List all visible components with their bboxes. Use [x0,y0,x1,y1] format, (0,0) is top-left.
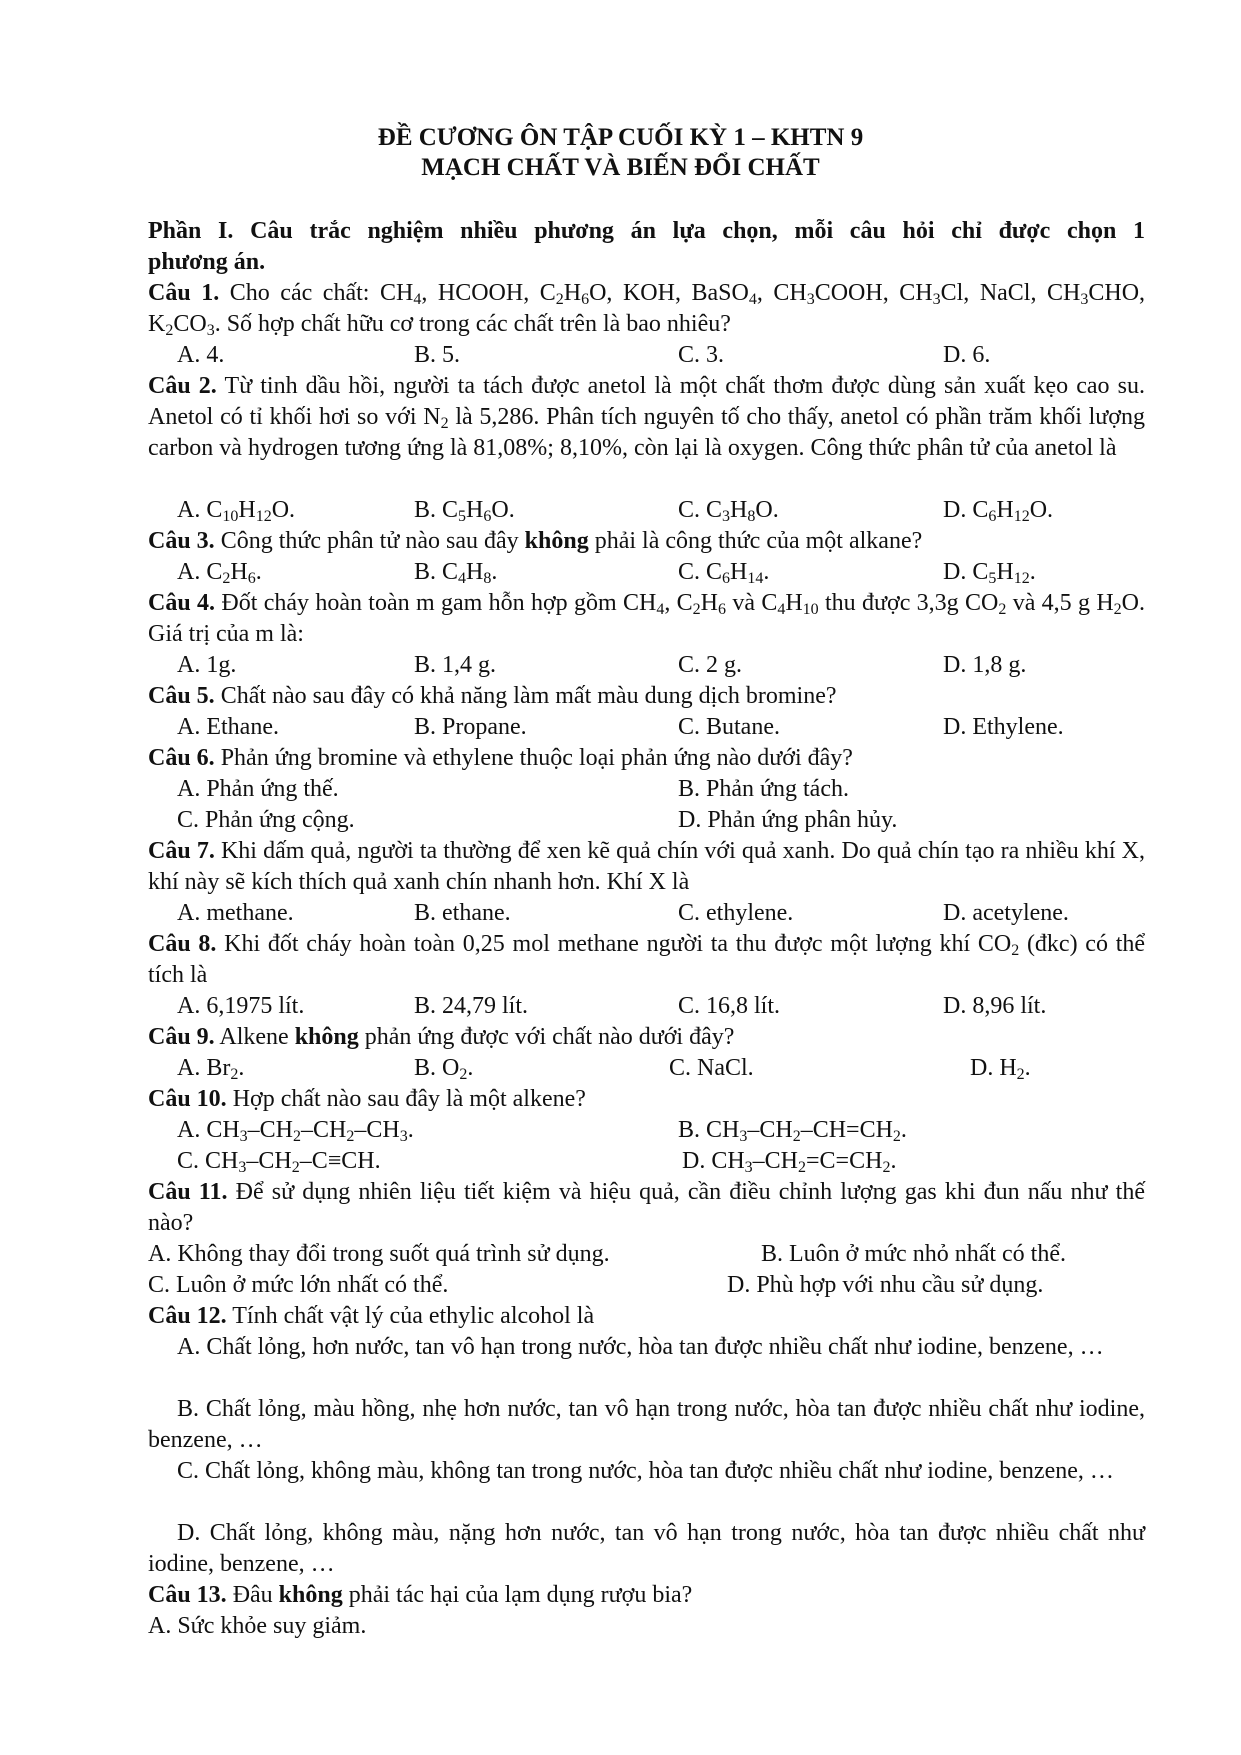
q1-option-a: A. 4. [177,342,225,368]
q2-option-c: C. $C_3H_8O$. [678,497,779,525]
q6-option-a: A. Phản ứng thế. [177,776,339,802]
q5-option-b: B. Propane. [414,714,527,740]
q4-option-c: C. 2 g. [678,652,743,678]
question-5 [148,681,1145,712]
question-label: Câu 4. [148,590,216,616]
question-12 [148,1301,1145,1332]
question-10 [148,1084,1145,1115]
question-label: Câu 13. [148,1582,227,1608]
q11-option-c: C. Luôn ở mức lớn nhất có thể. [148,1272,449,1298]
document-subtitle: MẠCH CHẤT VÀ BIẾN ĐỔI CHẤT [421,154,820,181]
q1-option-c: C. 3. [678,342,725,368]
q6-option-c: C. Phản ứng cộng. [177,807,355,833]
question-text: Phản ứng bromine và ethylene thuộc loại phản ứng nào dưới đây? [220,745,853,771]
question-7 [148,836,1145,898]
q4-option-b: B. 1,4 g. [414,652,497,678]
question-label: Câu 10. [148,1086,227,1112]
question-text: Alkene không phản ứng được với chất nào dưới đây? [219,1024,735,1050]
q2-option-a: A. $C_{10}H_{12}O$. [177,497,296,525]
question-text: Đốt cháy hoàn toàn m gam hỗn hợp gồm $CH_4$, $C_2H_6$ và $C_4H_{10}$ thu được 3,3g $CO_2$ và 4,5 g $H_2O$. Giá trị của m là: [148,590,1146,647]
question-label: Câu 9. [148,1024,215,1050]
question-text: Đâu không phải tác hại của lạm dụng rượu bia? [232,1582,693,1608]
q9-option-b: B. $O_2$. [414,1055,474,1083]
document-title: ĐỀ CƯƠNG ÔN TẬP CUỐI KỲ 1 – KHTN 9 [377,124,864,151]
question-label: Câu 5. [148,683,215,709]
question-text: Khi đốt cháy hoàn toàn 0,25 mol methane người ta thu được một lượng khí $CO_2$ (đkc) có thể tích là [148,931,1146,988]
q12-option-d: D. Chất lỏng, không màu, nặng hơn nước, tan vô hạn trong nước, hòa tan được nhiều chất như iodine, benzene, … [148,1520,1145,1577]
q8-option-d: D. 8,96 lít. [943,993,1047,1019]
question-label: Câu 12. [148,1303,227,1329]
q2-option-b: B. $C_5H_6O$. [414,497,515,525]
question-label: Câu 6. [148,745,215,771]
question-label: Câu 1. [148,280,220,306]
question-text: Tính chất vật lý của ethylic alcohol là [232,1303,595,1329]
part-heading-line1: Phần I. Câu trắc nghiệm nhiều phương án lựa chọn, mỗi câu hỏi chỉ được chọn 1 [148,218,1145,244]
q7-option-d: D. acetylene. [943,900,1069,926]
q7-option-c: C. ethylene. [678,900,794,926]
question-label: Câu 2. [148,373,217,399]
q5-option-d: D. Ethylene. [943,714,1064,740]
question-label: Câu 3. [148,528,215,554]
q10-option-a: A. $CH_3-CH_2-CH_2-CH_3$. [177,1117,414,1145]
q3-option-a: A. $C_2H_6$. [177,559,262,587]
question-label: Câu 11. [148,1179,228,1205]
question-text: Công thức phân tử nào sau đây không phải là công thức của một alkane? [220,528,923,554]
q8-option-c: C. 16,8 lít. [678,993,781,1019]
q12-option-b: B. Chất lỏng, màu hồng, nhẹ hơn nước, tan vô hạn trong nước, hòa tan được nhiều chất như iodine, benzene, … [148,1396,1145,1453]
q10-option-d: D. $CH_3-CH_2=C=CH_2$. [682,1148,897,1176]
question-text: Khi dấm quả, người ta thường để xen kẽ quả chín với quả xanh. Do quả chín tạo ra nhiều khí X, khí này sẽ kích thích quả xanh chín nhanh hơn. Khí X là [148,838,1146,895]
q6-option-d: D. Phản ứng phân hủy. [678,807,898,833]
q9-option-c: C. NaCl. [669,1055,754,1081]
q2-option-d: D. $C_6H_{12}O$. [943,497,1054,525]
q10-option-c: C. $CH_3-CH_2-C\equiv CH$. [177,1148,381,1176]
q4-option-d: D. 1,8 g. [943,652,1027,678]
q11-option-b: B. Luôn ở mức nhỏ nhất có thể. [761,1241,1066,1267]
q6-option-b: B. Phản ứng tách. [678,776,849,802]
part-heading-line2: phương án. [148,249,266,275]
q1-option-b: B. 5. [414,342,461,368]
q3-option-c: C. $C_6H_{14}$. [678,559,770,587]
question-8 [148,929,1145,991]
q8-option-b: B. 24,79 lít. [414,993,529,1019]
question-11 [148,1177,1145,1239]
q7-option-a: A. methane. [177,900,294,926]
question-text: Từ tinh dầu hồi, người ta tách được anetol là một chất thơm được dùng sản xuất kẹo cao su. Anetol có tỉ khối hơi so với $N_2$ là 5,286. Phân tích nguyên tố cho thấy, anetol có phần trăm khối lượng carbon và hydrogen tương ứng là 81,08%; 8,10%, còn lại là oxygen. Công thức phân tử của anetol là [148,373,1145,461]
question-text: Cho các chất: $CH_4$, HCOOH, $C_2H_6O$, KOH, BaSO$_4$, $CH_3COOH$, $CH_3Cl$, NaCl, $CH_3CHO$, $K_2CO_3$. Số hợp chất hữu cơ trong các chất trên là bao nhiêu? [148,280,1146,339]
question-3 [148,526,1145,557]
q9-option-a: A. $Br_2$. [177,1055,245,1083]
q7-option-b: B. ethane. [414,900,511,926]
q3-option-d: D. $C_5H_{12}$. [943,559,1036,587]
q12-option-c: C. Chất lỏng, không màu, không tan trong nước, hòa tan được nhiều chất như iodine, benzene, … [177,1458,1114,1484]
q5-option-c: C. Butane. [678,714,780,740]
question-text: Để sử dụng nhiên liệu tiết kiệm và hiệu quả, cần điều chỉnh lượng gas khi đun nấu như thế nào? [148,1179,1146,1236]
question-2 [148,371,1145,464]
q4-option-a: A. 1g. [177,652,237,678]
question-1 [148,278,1145,340]
question-label: Câu 8. [148,931,217,957]
q11-option-d: D. Phù hợp với nhu cầu sử dụng. [727,1272,1044,1298]
question-label: Câu 7. [148,838,215,864]
q8-option-a: A. 6,1975 lít. [177,993,305,1019]
question-6 [148,743,1145,774]
q12-option-a: A. Chất lỏng, hơn nước, tan vô hạn trong nước, hòa tan được nhiều chất như iodine, benzene, … [177,1334,1104,1360]
question-text: Hợp chất nào sau đây là một alkene? [232,1086,586,1112]
q3-option-b: B. $C_4H_8$. [414,559,498,587]
q5-option-a: A. Ethane. [177,714,279,740]
question-9 [148,1022,1145,1053]
q1-option-d: D. 6. [943,342,991,368]
question-4 [148,588,1145,650]
q13-option-a: A. Sức khỏe suy giảm. [148,1613,367,1639]
question-13 [148,1580,1145,1611]
q10-option-b: B. $CH_3-CH_2-CH=CH_2$. [678,1117,907,1145]
q9-option-d: D. $H_2$. [970,1055,1031,1083]
q11-option-a: A. Không thay đổi trong suốt quá trình sử dụng. [148,1241,610,1267]
question-text: Chất nào sau đây có khả năng làm mất màu dung dịch bromine? [220,683,837,709]
